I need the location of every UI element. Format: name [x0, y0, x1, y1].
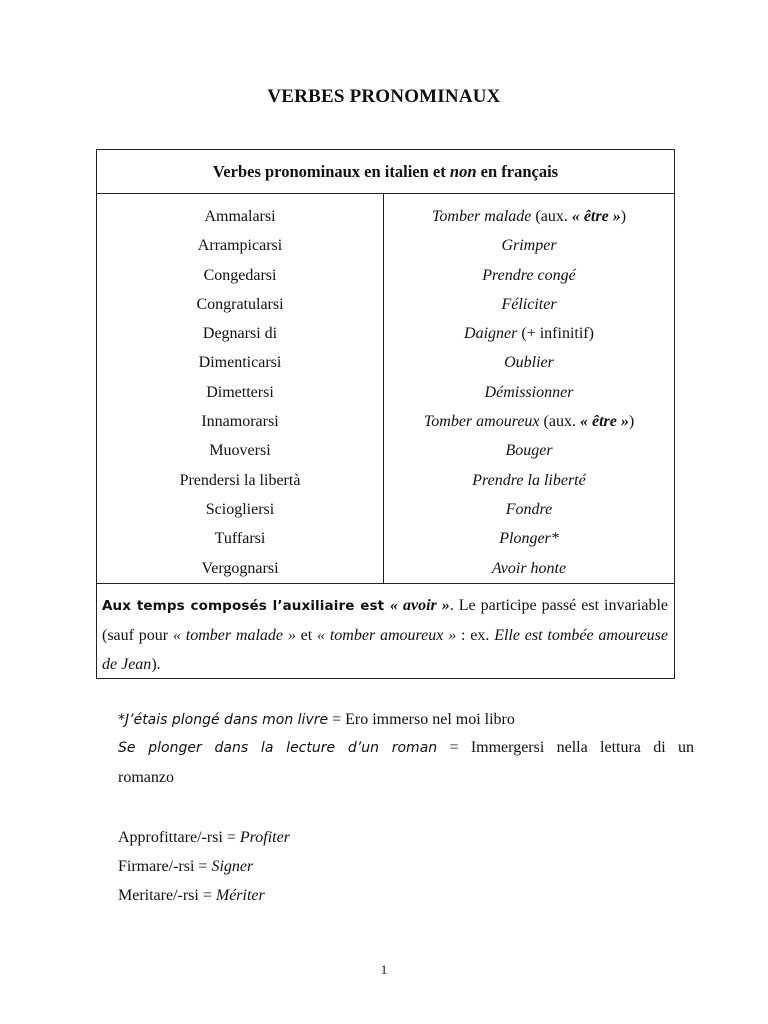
- french-translation: Prendre congé: [482, 266, 576, 284]
- reading-example: Se plonger dans la lecture d’un roman = Immergersi nella lettura di un romanzo: [118, 739, 695, 786]
- verb-list: [118, 823, 694, 910]
- italian-verb: Dimettersi: [206, 383, 274, 401]
- french-translation: Tomber amoureux (aux. « être »): [423, 413, 635, 431]
- list-item: Approfittare/-rsi = Profiter: [118, 829, 290, 846]
- verb-table: [96, 149, 675, 679]
- french-translation: Oublier: [504, 354, 554, 372]
- french-translation: Prendre la liberté: [472, 471, 586, 489]
- italian-verb: Sciogliersi: [205, 500, 275, 518]
- italian-verb: Innamorarsi: [201, 413, 279, 431]
- italian-verb: Dimenticarsi: [198, 354, 282, 372]
- italian-verb: Degnarsi di: [202, 325, 278, 343]
- header-text-1: Verbes pronominaux en italien et: [212, 161, 450, 181]
- italian-verb: Muoversi: [209, 442, 271, 460]
- french-translation: Daigner (+ infinitif): [464, 325, 594, 343]
- table-header: [97, 150, 674, 194]
- french-column: [384, 194, 674, 583]
- header-text-2: en français: [476, 161, 559, 181]
- table-body: [97, 194, 674, 584]
- header-emphasis: non: [449, 161, 477, 181]
- french-translation: Avoir honte: [491, 559, 567, 577]
- french-translation: Tomber malade (aux. « être »): [431, 208, 627, 225]
- french-translation: Démissionner: [484, 383, 574, 401]
- italian-verb: Tuffarsi: [214, 530, 266, 548]
- page-title: VERBES PRONOMINAUX: [267, 86, 501, 107]
- italian-verb: Arrampicarsi: [197, 237, 283, 255]
- french-translation: Fondre: [505, 500, 553, 518]
- italian-verb: Vergognarsi: [201, 559, 279, 577]
- list-item: Firmare/-rsi = Signer: [118, 858, 254, 875]
- footnote-example: *J’étais plongé dans mon livre = Ero immerso nel moi libro: [118, 711, 515, 728]
- french-translation: Bouger: [505, 442, 553, 460]
- page-number: 1: [380, 962, 388, 977]
- italian-verb: Congratularsi: [196, 295, 284, 313]
- auxiliary-note: Aux temps composés l’auxiliaire est « avoir ». Le participe passé est invariable (sauf pour « tomber malade » et « tomber amoureux » : ex. Elle est tombée amoureuse de Jean).: [102, 597, 669, 673]
- italian-verb: Prendersi la libertà: [179, 471, 301, 489]
- italian-column: [97, 194, 384, 583]
- italian-verb: Ammalarsi: [204, 208, 276, 225]
- list-item: Meritare/-rsi = Mériter: [118, 887, 265, 904]
- italian-verb: Congedarsi: [203, 266, 277, 284]
- french-translation: Grimper: [501, 237, 557, 255]
- french-translation: Plonger*: [499, 530, 559, 548]
- french-translation: Féliciter: [501, 295, 557, 313]
